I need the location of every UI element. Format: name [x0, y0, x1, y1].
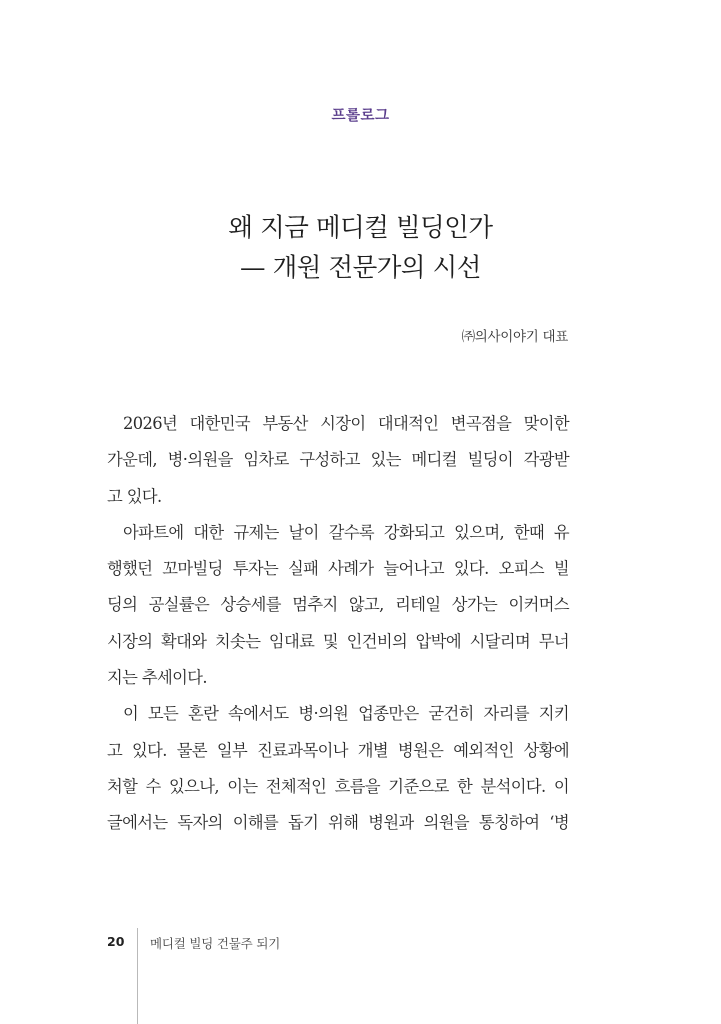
body-line: 처할 수 있으나, 이는 전체적인 흐름을 기준으로 한 분석이다. 이	[107, 776, 569, 796]
chapter-title-line-2: — 개원 전문가의 시선	[240, 253, 481, 283]
body-line: 행했던 꼬마빌딩 투자는 실패 사례가 늘어나고 있다. 오피스 빌	[107, 559, 569, 579]
author-credit: ㈜의사이야기 대표	[461, 329, 568, 345]
chapter-title-line-1: 왜 지금 메디컬 빌딩인가	[228, 213, 493, 243]
body-line: 지는 추세이다.	[107, 668, 207, 688]
footer-divider	[137, 928, 138, 1024]
body-line: 가운데, 병·의원을 임차로 구성하고 있는 메디컬 빌딩이 각광받	[107, 450, 569, 470]
body-text	[107, 406, 569, 842]
body-line: 아파트에 대한 규제는 날이 갈수록 강화되고 있으며, 한때 유	[123, 522, 569, 542]
page-number: 20	[107, 934, 125, 949]
body-line: 2026년 대한민국 부동산 시장이 대대적인 변곡점을 맞이한	[123, 414, 569, 433]
section-label: 프롤로그	[331, 108, 390, 124]
body-line: 이 모든 혼란 속에서도 병·의원 업종만은 굳건히 자리를 지키	[123, 704, 569, 724]
body-line: 고 있다.	[107, 486, 162, 506]
body-line: 고 있다. 물론 일부 진료과목이나 개별 병원은 예외적인 상황에	[107, 740, 569, 760]
running-footer-title: 메디컬 빌딩 건물주 되기	[150, 936, 281, 951]
body-line: 시장의 확대와 치솟는 임대료 및 인건비의 압박에 시달리며 무너	[107, 631, 569, 651]
chapter-title	[0, 208, 721, 288]
body-line: 글에서는 독자의 이해를 돕기 위해 병원과 의원을 통칭하여 ‘병	[107, 813, 569, 833]
body-line: 딩의 공실률은 상승세를 멈추지 않고, 리테일 상가는 이커머스	[107, 595, 569, 615]
